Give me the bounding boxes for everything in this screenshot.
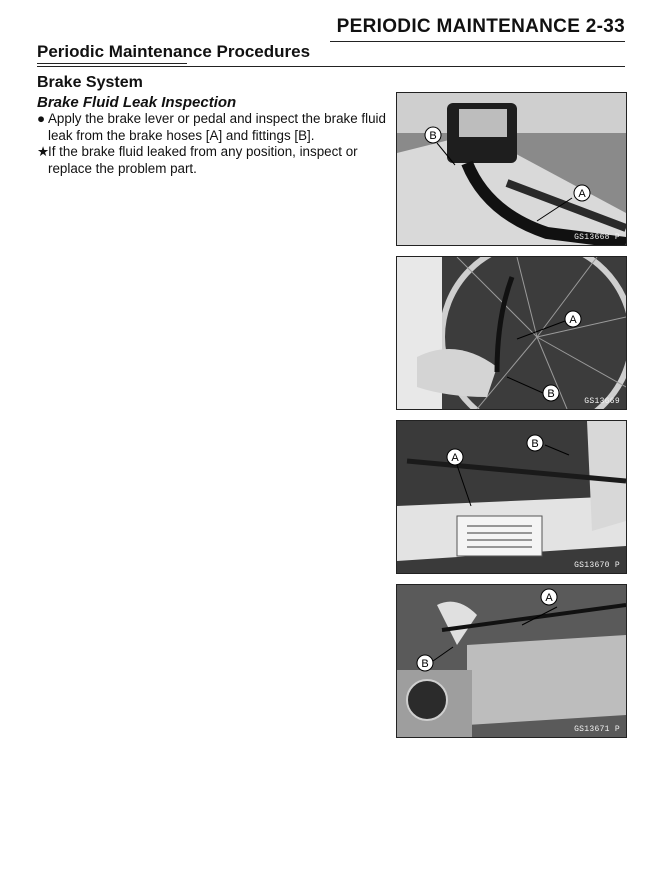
section-rule-accent bbox=[37, 63, 187, 64]
photo-swingarm-hose bbox=[397, 421, 626, 573]
figure-code: GS13670 P bbox=[574, 561, 620, 570]
step-text: Apply the brake lever or pedal and inspect the brake fluid leak from the brake hoses [A] and fittings [B]. bbox=[48, 111, 386, 143]
page-header: PERIODIC MAINTENANCE 2-33 bbox=[336, 16, 625, 37]
callout-a-label: A bbox=[545, 592, 553, 604]
callout-b-label: B bbox=[429, 130, 437, 142]
figure-swingarm-hose bbox=[396, 420, 627, 574]
callout-b-label: B bbox=[531, 438, 539, 450]
procedure-list bbox=[37, 111, 387, 177]
section-title: Periodic Maintenance Procedures bbox=[37, 42, 311, 61]
figure-front-caliper bbox=[396, 256, 627, 410]
figure-code: GS13671 P bbox=[574, 725, 620, 734]
procedure-step bbox=[37, 111, 387, 144]
photo-front-caliper bbox=[397, 257, 626, 409]
subsection-title: Brake System bbox=[37, 74, 143, 91]
callout-b-label: B bbox=[421, 658, 429, 670]
star-marker: ★ bbox=[37, 144, 50, 159]
topic-title: Brake Fluid Leak Inspection bbox=[37, 94, 237, 111]
callout-a-label: A bbox=[451, 452, 459, 464]
figure-brake-lever-hose bbox=[396, 92, 627, 246]
bullet-marker: ● bbox=[37, 111, 46, 126]
header-rule bbox=[330, 41, 625, 42]
procedure-step bbox=[37, 144, 387, 177]
figure-rear-caliper bbox=[396, 584, 627, 738]
figure-code: GS13669 bbox=[584, 397, 620, 406]
photo-rear-caliper bbox=[397, 585, 626, 737]
figure-code: GS13668 P bbox=[574, 233, 620, 242]
callout-a-label: A bbox=[569, 314, 577, 326]
step-text: If the brake fluid leaked from any position, inspect or replace the problem part. bbox=[48, 144, 358, 176]
callout-b-label: B bbox=[547, 388, 555, 400]
callout-a-label: A bbox=[578, 188, 586, 200]
section-rule bbox=[37, 66, 625, 67]
photo-brake-lever bbox=[397, 93, 626, 245]
